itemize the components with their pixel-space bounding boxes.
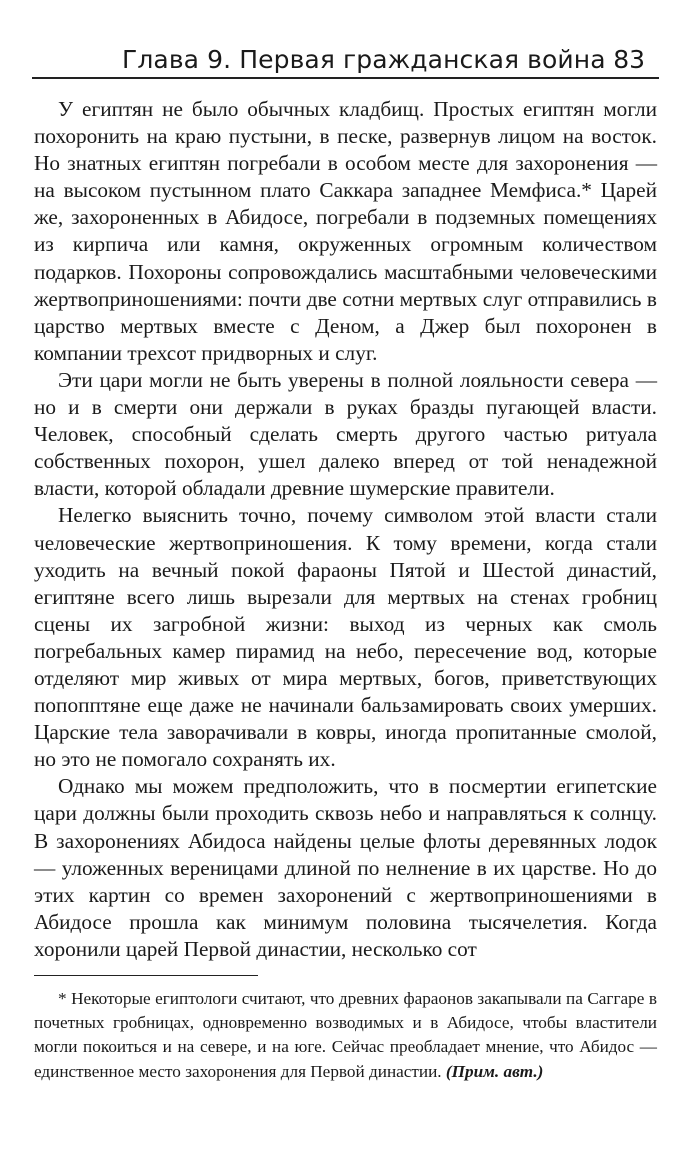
footnote-note: (Прим. авт.) bbox=[445, 1061, 544, 1081]
footnote bbox=[34, 987, 657, 1084]
paragraph: Нелегко выяснить точно, почему символом этой власти стали человеческие жертвоприношения. К тому времени, когда стали уходить на вечный покой фараоны Пятой и Шестой династий, египтяне всего лишь вырезали для мертвых на стенах гробниц сцены их загробной жизни: выход из черных как смоль погребальных камер пирамид на небо, пересечение вод, которые отделяют мир живых от мира мертвых, богов, приветствующих попопптяне еще даже не начинали бальзамировать своих умерших. Царские тела заворачивали в ковры, иногда пропитанные смолой, но это не помогало сохранять их. bbox=[34, 503, 657, 772]
paragraph: Однако мы можем предположить, что в посмертии египетские цари должны были проходить сквозь небо и направляться к солнцу. В захоронениях Абидоса найдены целые флоты деревянных лодок — уложенных вереницами длиной по нелнение в их царстве. Но до этих картин со времен захоронений с жертвоприношениями в Абидосе прошла как минимум половина тысячелетия. Когда хоронили царей Первой династии, несколько сот bbox=[34, 774, 657, 961]
paragraph: У египтян не было обычных кладбищ. Простых египтян могли похоронить на краю пустыни, в песке, развернув лицом на восток. Но знатных египтян погребали в особом месте для захоронения — на высоком пустынном плато Саккара западнее Мемфиса.* Царей же, захороненных в Абидосе, погребали в подземных помещениях из кирпича или камня, окруженных огромным количеством подарков. Похороны сопровождались масштабными человеческими жертвоприношениями: почти две сотни мертвых слуг отправились в царство мертвых вместе с Деном, а Джер был похоронен в компании трехсот придворных и слуг. bbox=[34, 97, 657, 365]
header-rule bbox=[32, 77, 659, 79]
page-number: 83 bbox=[613, 45, 645, 74]
paragraph: Эти цари могли не быть уверены в полной лояльности севера — но и в смерти они держали в руках бразды пугающей власти. Человек, способный сделать смерть другого частью ритуала собственных похорон, ушел далеко вперед от той ненадежной власти, которой обладали древние шумерские правители. bbox=[34, 367, 657, 501]
footnote-text: * Некоторые египтологи считают, что древних фараонов закапывали па Саггаре в почетных гробницах, одновременно возводимых и в Абидосе, чтобы властители могли покоиться и на севере, и на юге. Сейчас преобладает мнение, что Абидос — единственное место захоронения для Первой династии. bbox=[34, 989, 657, 1081]
running-head bbox=[36, 30, 655, 74]
footnote-rule bbox=[34, 975, 258, 976]
body-text bbox=[34, 96, 657, 963]
chapter-title: Глава 9. Первая гражданская война bbox=[122, 45, 606, 74]
